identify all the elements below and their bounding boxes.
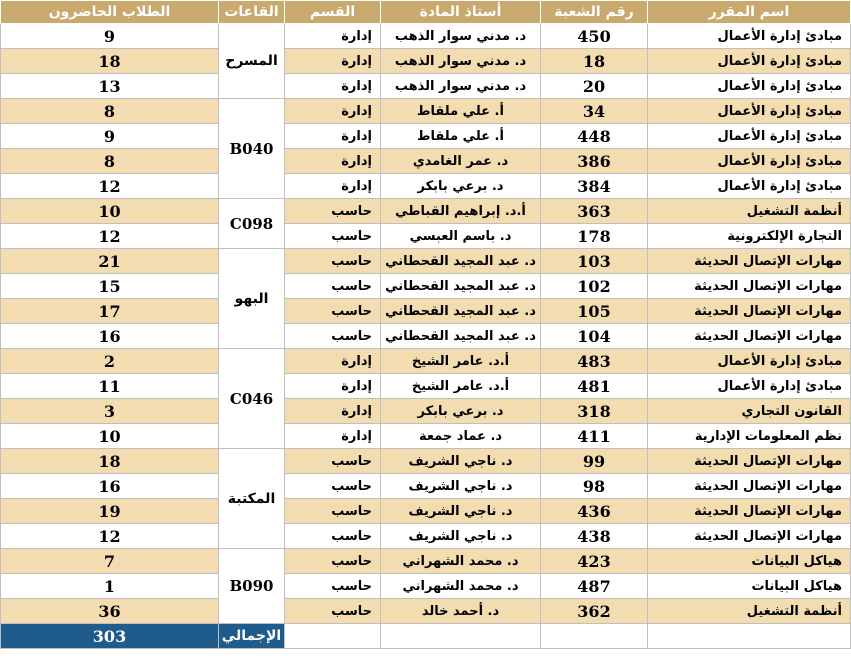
header-course: اسم المقرر — [648, 1, 851, 24]
teacher-cell: د. عبد المجيد القحطاني — [381, 324, 541, 349]
dept-cell: حاسب — [285, 249, 381, 274]
total-row — [1, 624, 851, 649]
teacher-cell: د. باسم العبسي — [381, 224, 541, 249]
students-cell: 8 — [1, 99, 219, 124]
course-cell: مهارات الإتصال الحديثة — [648, 499, 851, 524]
section-cell: 105 — [541, 299, 648, 324]
table-row — [1, 599, 851, 624]
dept-cell: إدارة — [285, 174, 381, 199]
table-row — [1, 74, 851, 99]
dept-cell: حاسب — [285, 224, 381, 249]
total-label: الإجمالي — [219, 624, 285, 649]
hall-cell: البهو — [219, 249, 285, 349]
dept-cell: إدارة — [285, 399, 381, 424]
table-row — [1, 349, 851, 374]
table-row — [1, 174, 851, 199]
students-cell: 12 — [1, 174, 219, 199]
course-cell: أنظمة التشغيل — [648, 599, 851, 624]
course-cell: مهارات الإتصال الحديثة — [648, 299, 851, 324]
teacher-cell: أ.د. عامر الشيخ — [381, 374, 541, 399]
section-cell: 423 — [541, 549, 648, 574]
students-cell: 18 — [1, 49, 219, 74]
section-cell: 103 — [541, 249, 648, 274]
section-cell: 18 — [541, 49, 648, 74]
course-cell: مهارات الإتصال الحديثة — [648, 524, 851, 549]
dept-cell: حاسب — [285, 199, 381, 224]
teacher-cell: د. عبد المجيد القحطاني — [381, 249, 541, 274]
students-cell: 16 — [1, 324, 219, 349]
course-cell: مهارات الإتصال الحديثة — [648, 274, 851, 299]
course-cell: نظم المعلومات الإدارية — [648, 424, 851, 449]
hall-cell: المسرح — [219, 24, 285, 99]
dept-cell: إدارة — [285, 24, 381, 49]
table-row — [1, 399, 851, 424]
course-cell: مهارات الإتصال الحديثة — [648, 449, 851, 474]
teacher-cell: أ. علي ملقاط — [381, 124, 541, 149]
teacher-cell: د. عبد المجيد القحطاني — [381, 299, 541, 324]
dept-cell: حاسب — [285, 474, 381, 499]
empty-cell — [285, 624, 381, 649]
dept-cell: إدارة — [285, 99, 381, 124]
header-students: الطلاب الحاضرون — [1, 1, 219, 24]
students-cell: 21 — [1, 249, 219, 274]
course-cell: مهارات الإتصال الحديثة — [648, 474, 851, 499]
teacher-cell: د. عماد جمعة — [381, 424, 541, 449]
table-row — [1, 124, 851, 149]
section-cell: 438 — [541, 524, 648, 549]
hall-cell: B090 — [219, 549, 285, 624]
teacher-cell: د. ناجي الشريف — [381, 449, 541, 474]
section-cell: 411 — [541, 424, 648, 449]
students-cell: 15 — [1, 274, 219, 299]
section-cell: 98 — [541, 474, 648, 499]
dept-cell: حاسب — [285, 449, 381, 474]
teacher-cell: أ.د. إبراهيم القباطي — [381, 199, 541, 224]
section-cell: 20 — [541, 74, 648, 99]
course-cell: مبادئ إدارة الأعمال — [648, 349, 851, 374]
course-cell: مبادئ إدارة الأعمال — [648, 149, 851, 174]
course-cell: مبادئ إدارة الأعمال — [648, 24, 851, 49]
dept-cell: حاسب — [285, 549, 381, 574]
hall-cell: B040 — [219, 99, 285, 199]
table-row — [1, 24, 851, 49]
header-teacher: أستاذ المادة — [381, 1, 541, 24]
teacher-cell: د. محمد الشهراني — [381, 574, 541, 599]
dept-cell: حاسب — [285, 499, 381, 524]
table-row — [1, 374, 851, 399]
section-cell: 450 — [541, 24, 648, 49]
course-cell: مبادئ إدارة الأعمال — [648, 74, 851, 99]
header-hall: القاعات — [219, 1, 285, 24]
table-row — [1, 149, 851, 174]
course-cell: مبادئ إدارة الأعمال — [648, 99, 851, 124]
table-row — [1, 299, 851, 324]
course-cell: أنظمة التشغيل — [648, 199, 851, 224]
table-row — [1, 549, 851, 574]
students-cell: 18 — [1, 449, 219, 474]
empty-cell — [648, 624, 851, 649]
course-cell: مبادئ إدارة الأعمال — [648, 174, 851, 199]
students-cell: 16 — [1, 474, 219, 499]
teacher-cell: أ.د. عامر الشيخ — [381, 349, 541, 374]
dept-cell: إدارة — [285, 349, 381, 374]
empty-cell — [381, 624, 541, 649]
header-section: رقم الشعبة — [541, 1, 648, 24]
students-cell: 36 — [1, 599, 219, 624]
course-cell: مهارات الإتصال الحديثة — [648, 324, 851, 349]
teacher-cell: د. مدني سوار الذهب — [381, 49, 541, 74]
hall-cell: المكتبة — [219, 449, 285, 549]
empty-cell — [541, 624, 648, 649]
teacher-cell: د. برعي بابكر — [381, 174, 541, 199]
course-cell: مبادئ إدارة الأعمال — [648, 49, 851, 74]
teacher-cell: د. عبد المجيد القحطاني — [381, 274, 541, 299]
section-cell: 436 — [541, 499, 648, 524]
teacher-cell: أ. علي ملقاط — [381, 99, 541, 124]
section-cell: 34 — [541, 99, 648, 124]
dept-cell: إدارة — [285, 74, 381, 99]
teacher-cell: د. مدني سوار الذهب — [381, 74, 541, 99]
course-cell: هياكل البيانات — [648, 549, 851, 574]
section-cell: 178 — [541, 224, 648, 249]
table-row — [1, 474, 851, 499]
course-cell: هياكل البيانات — [648, 574, 851, 599]
teacher-cell: د. عمر الغامدي — [381, 149, 541, 174]
table-row — [1, 449, 851, 474]
course-cell: القانون التجاري — [648, 399, 851, 424]
table-row — [1, 424, 851, 449]
section-cell: 318 — [541, 399, 648, 424]
section-cell: 386 — [541, 149, 648, 174]
section-cell: 104 — [541, 324, 648, 349]
dept-cell: إدارة — [285, 374, 381, 399]
dept-cell: حاسب — [285, 324, 381, 349]
students-cell: 1 — [1, 574, 219, 599]
course-cell: مبادئ إدارة الأعمال — [648, 374, 851, 399]
header-row — [1, 1, 851, 24]
section-cell: 483 — [541, 349, 648, 374]
teacher-cell: د. أحمد خالد — [381, 599, 541, 624]
dept-cell: حاسب — [285, 524, 381, 549]
section-cell: 362 — [541, 599, 648, 624]
students-cell: 9 — [1, 124, 219, 149]
table-row — [1, 249, 851, 274]
section-cell: 487 — [541, 574, 648, 599]
dept-cell: حاسب — [285, 599, 381, 624]
section-cell: 102 — [541, 274, 648, 299]
section-cell: 448 — [541, 124, 648, 149]
dept-cell: إدارة — [285, 424, 381, 449]
table-row — [1, 274, 851, 299]
total-value: 303 — [1, 624, 219, 649]
table-row — [1, 99, 851, 124]
dept-cell: حاسب — [285, 574, 381, 599]
students-cell: 10 — [1, 199, 219, 224]
table-row — [1, 224, 851, 249]
teacher-cell: د. محمد الشهراني — [381, 549, 541, 574]
dept-cell: إدارة — [285, 149, 381, 174]
table-row — [1, 324, 851, 349]
students-cell: 7 — [1, 549, 219, 574]
course-cell: مبادئ إدارة الأعمال — [648, 124, 851, 149]
section-cell: 363 — [541, 199, 648, 224]
section-cell: 99 — [541, 449, 648, 474]
students-cell: 19 — [1, 499, 219, 524]
hall-cell: C098 — [219, 199, 285, 249]
students-cell: 2 — [1, 349, 219, 374]
table-row — [1, 574, 851, 599]
header-dept: القسم — [285, 1, 381, 24]
teacher-cell: د. برعي بابكر — [381, 399, 541, 424]
students-cell: 12 — [1, 524, 219, 549]
teacher-cell: د. ناجي الشريف — [381, 524, 541, 549]
dept-cell: حاسب — [285, 274, 381, 299]
students-cell: 12 — [1, 224, 219, 249]
table-row — [1, 499, 851, 524]
table-row — [1, 199, 851, 224]
students-cell: 11 — [1, 374, 219, 399]
table-row — [1, 524, 851, 549]
course-cell: مهارات الإتصال الحديثة — [648, 249, 851, 274]
course-cell: التجارة الإلكترونية — [648, 224, 851, 249]
students-cell: 10 — [1, 424, 219, 449]
teacher-cell: د. ناجي الشريف — [381, 474, 541, 499]
section-cell: 481 — [541, 374, 648, 399]
teacher-cell: د. مدني سوار الذهب — [381, 24, 541, 49]
students-cell: 3 — [1, 399, 219, 424]
hall-cell: C046 — [219, 349, 285, 449]
students-cell: 17 — [1, 299, 219, 324]
students-cell: 9 — [1, 24, 219, 49]
teacher-cell: د. ناجي الشريف — [381, 499, 541, 524]
table-row — [1, 49, 851, 74]
students-cell: 8 — [1, 149, 219, 174]
students-cell: 13 — [1, 74, 219, 99]
dept-cell: إدارة — [285, 124, 381, 149]
dept-cell: حاسب — [285, 299, 381, 324]
dept-cell: إدارة — [285, 49, 381, 74]
section-cell: 384 — [541, 174, 648, 199]
